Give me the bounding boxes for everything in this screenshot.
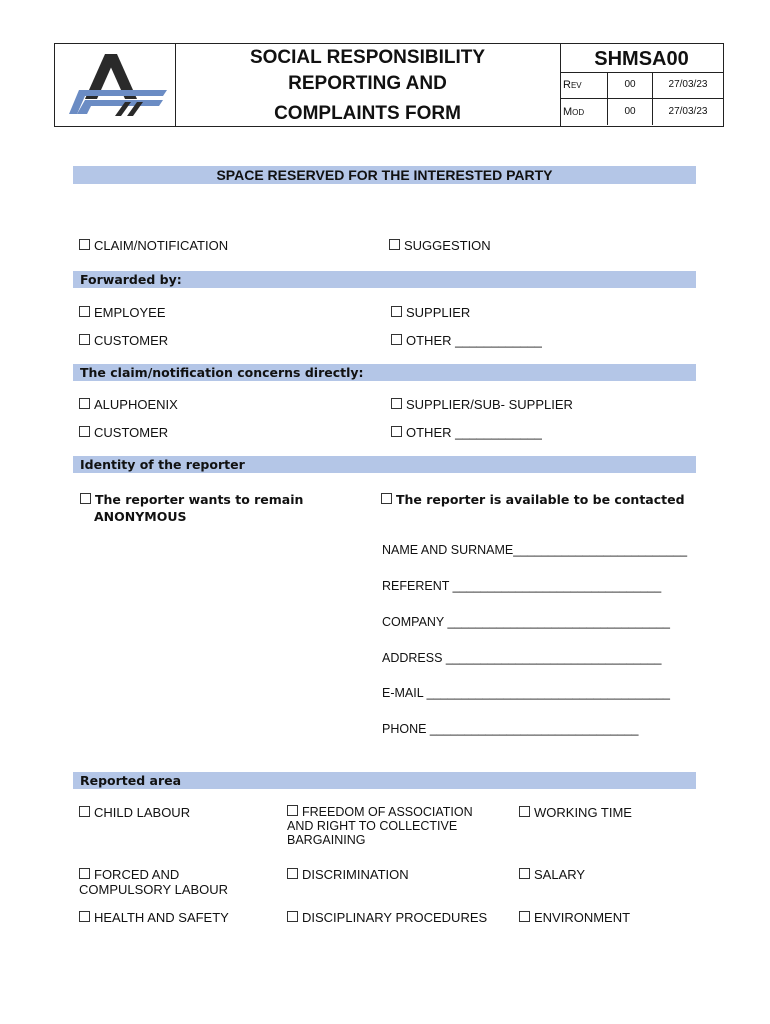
- sub-supplier-label: SUPPLIER/SUB- SUPPLIER: [406, 397, 573, 412]
- mod-date: 27/03/23: [668, 106, 708, 117]
- referent-field[interactable]: REFERENT ______________________________: [382, 579, 662, 593]
- claim-checkbox[interactable]: [79, 238, 228, 253]
- child-labour-label: CHILD LABOUR: [94, 805, 191, 820]
- checkbox-icon[interactable]: [389, 239, 400, 250]
- checkbox-icon[interactable]: [287, 911, 298, 922]
- disciplinary-label: DISCIPLINARY PROCEDURES: [302, 910, 488, 925]
- checkbox-icon[interactable]: [391, 426, 402, 437]
- checkbox-icon[interactable]: [79, 334, 90, 345]
- rev-date: 27/03/23: [668, 79, 708, 90]
- forced-labour-checkbox[interactable]: [79, 867, 244, 897]
- checkbox-icon[interactable]: [519, 868, 530, 879]
- concern-other-label: OTHER ____________: [406, 425, 542, 440]
- sub-supplier-checkbox[interactable]: [391, 397, 573, 412]
- mod-label-cap: M: [563, 106, 573, 118]
- freedom-association-checkbox[interactable]: [287, 805, 492, 847]
- health-safety-label: HEALTH AND SAFETY: [94, 910, 229, 925]
- concern-other-checkbox[interactable]: [391, 425, 542, 440]
- email-field[interactable]: E-MAIL ___________________________________: [382, 686, 671, 700]
- form-title: [175, 44, 561, 126]
- checkbox-icon[interactable]: [391, 334, 402, 345]
- employee-checkbox[interactable]: [79, 305, 166, 320]
- checkbox-icon[interactable]: [287, 868, 298, 879]
- checkbox-icon[interactable]: [79, 398, 90, 409]
- mod-label-rest: OD: [572, 108, 585, 117]
- employee-label: EMPLOYEE: [94, 305, 166, 320]
- concern-customer-checkbox[interactable]: [79, 425, 168, 440]
- disciplinary-checkbox[interactable]: [287, 910, 487, 925]
- section-forwarded-by: Forwarded by:: [73, 271, 696, 288]
- environment-label: ENVIRONMENT: [534, 910, 631, 925]
- checkbox-icon[interactable]: [79, 426, 90, 437]
- salary-label: SALARY: [534, 867, 586, 882]
- discrimination-label: DISCRIMINATION: [302, 867, 409, 882]
- forced-labour-label: FORCED AND COMPULSORY LABOUR: [79, 867, 229, 897]
- checkbox-icon[interactable]: [519, 911, 530, 922]
- contactable-checkbox[interactable]: [381, 491, 685, 508]
- freedom-association-label: FREEDOM OF ASSOCIATION AND RIGHT TO COLLECTIVE BARGAINING: [287, 805, 473, 847]
- checkbox-icon[interactable]: [519, 806, 530, 817]
- anonymous-label-line-1: The reporter wants to remain: [95, 492, 304, 507]
- checkbox-icon[interactable]: [80, 493, 91, 504]
- document-code: SHMSA00: [560, 44, 723, 73]
- concern-customer-label: CUSTOMER: [94, 425, 169, 440]
- rev-number: 00: [608, 72, 653, 98]
- discrimination-checkbox[interactable]: [287, 867, 409, 882]
- claim-label: CLAIM/NOTIFICATION: [94, 238, 229, 253]
- aluphoenix-label: ALUPHOENIX: [94, 397, 178, 412]
- checkbox-icon[interactable]: [381, 493, 392, 504]
- phone-field[interactable]: PHONE ______________________________: [382, 722, 639, 736]
- anonymous-label-line-2: ANONYMOUS: [94, 509, 187, 524]
- checkbox-icon[interactable]: [79, 239, 90, 250]
- company-logo: [55, 44, 175, 126]
- checkbox-icon[interactable]: [391, 398, 402, 409]
- rev-label-rest: EV: [570, 81, 582, 90]
- form-header: [54, 43, 724, 127]
- health-safety-checkbox[interactable]: [79, 910, 229, 925]
- modification-row: [560, 99, 723, 125]
- contactable-label: The reporter is available to be contacted: [396, 492, 685, 507]
- anonymous-checkbox[interactable]: [80, 491, 303, 525]
- revision-row: [560, 72, 723, 99]
- logo-cell: [55, 44, 176, 126]
- working-time-checkbox[interactable]: [519, 805, 632, 820]
- checkbox-icon[interactable]: [79, 868, 90, 879]
- suggestion-checkbox[interactable]: [389, 238, 491, 253]
- other-label: OTHER ____________: [406, 333, 542, 348]
- working-time-label: WORKING TIME: [534, 805, 632, 820]
- section-interested-party: SPACE RESERVED FOR THE INTERESTED PARTY: [73, 166, 696, 184]
- title-line-3: COMPLAINTS FORM: [274, 103, 461, 124]
- title-line-2: REPORTING AND: [288, 73, 447, 94]
- address-field[interactable]: ADDRESS _______________________________: [382, 651, 662, 665]
- salary-checkbox[interactable]: [519, 867, 585, 882]
- checkbox-icon[interactable]: [79, 911, 90, 922]
- title-line-1: SOCIAL RESPONSIBILITY: [249, 47, 486, 68]
- environment-checkbox[interactable]: [519, 910, 630, 925]
- company-field[interactable]: COMPANY ________________________________: [382, 615, 670, 629]
- document-code-cell: [560, 44, 723, 126]
- mod-number: 00: [608, 99, 653, 125]
- customer-checkbox[interactable]: [79, 333, 168, 348]
- name-surname-field[interactable]: NAME AND SURNAME_________________________: [382, 543, 688, 557]
- section-concerns: The claim/notification concerns directly:: [73, 364, 696, 381]
- supplier-checkbox[interactable]: [391, 305, 470, 320]
- section-reported-area: Reported area: [73, 772, 696, 789]
- aluphoenix-checkbox[interactable]: [79, 397, 178, 412]
- section-identity: Identity of the reporter: [73, 456, 696, 473]
- checkbox-icon[interactable]: [79, 806, 90, 817]
- checkbox-icon[interactable]: [287, 805, 298, 816]
- supplier-label: SUPPLIER: [406, 305, 471, 320]
- other-checkbox[interactable]: [391, 333, 542, 348]
- checkbox-icon[interactable]: [391, 306, 402, 317]
- rev-label-cap: R: [563, 79, 571, 91]
- customer-label: CUSTOMER: [94, 333, 169, 348]
- checkbox-icon[interactable]: [79, 306, 90, 317]
- child-labour-checkbox[interactable]: [79, 805, 190, 820]
- suggestion-label: SUGGESTION: [404, 238, 491, 253]
